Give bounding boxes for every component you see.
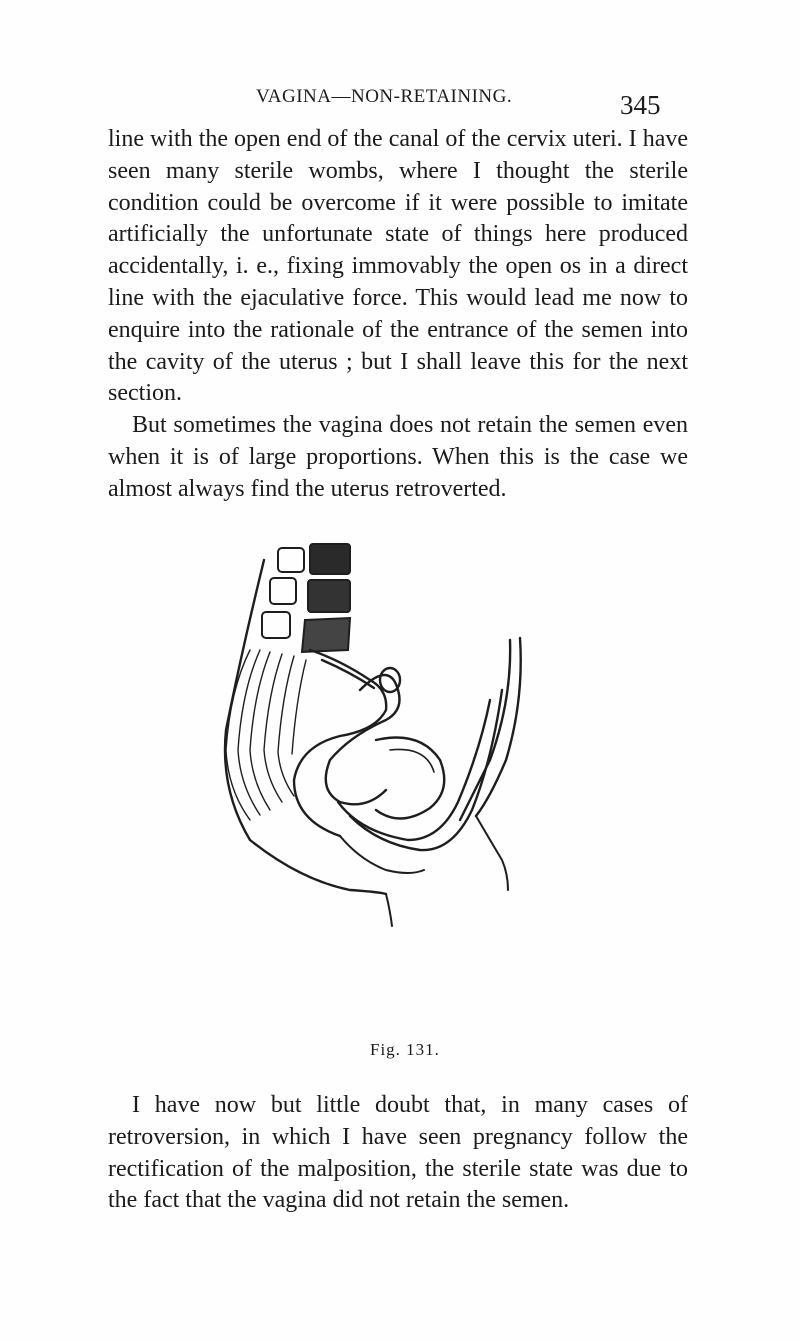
- running-head: VAGINA—NON-RETAINING.: [256, 86, 513, 107]
- anatomical-figure-retroverted-uterus: [190, 540, 550, 930]
- paragraph-conclusion: I have now but little doubt that, in many cases of retroversion, in which I have seen pregnancy follow the rectification of the malposition, the sterile state was due to the fact that the vagina did not retain the semen.: [108, 1092, 688, 1214]
- paragraph-retention: But sometimes the vagina does not retain the semen even when it is of large proportions. When this is the case we almost always find the uterus retroverted.: [108, 412, 688, 502]
- page-number: 345: [620, 90, 661, 120]
- rectum: [294, 650, 386, 836]
- ovary: [380, 668, 400, 692]
- figure-caption: Fig. 131.: [370, 1040, 440, 1059]
- text-block-top: [108, 124, 688, 506]
- vertebrae: [262, 544, 350, 652]
- pubis: [476, 816, 508, 890]
- abdominal-wall: [460, 640, 510, 820]
- paragraph-continuation: line with the open end of the canal of the cervix uteri. I have seen many sterile wombs, where I thought the sterile condition could be overcome if it were possible to imitate artificially the unfortunate state of things here produced accidentally, i. e., fixing immovably the open os in a direct line with the ejaculative force. This would lead me now to enquire into the rationale of the entrance of the semen into the cavity of the uterus ; but I shall leave this for the next section.: [108, 126, 688, 407]
- posterior-outline: [225, 560, 386, 894]
- text-block-bottom: [108, 1090, 688, 1217]
- uterus: [326, 675, 400, 804]
- bladder: [376, 738, 444, 819]
